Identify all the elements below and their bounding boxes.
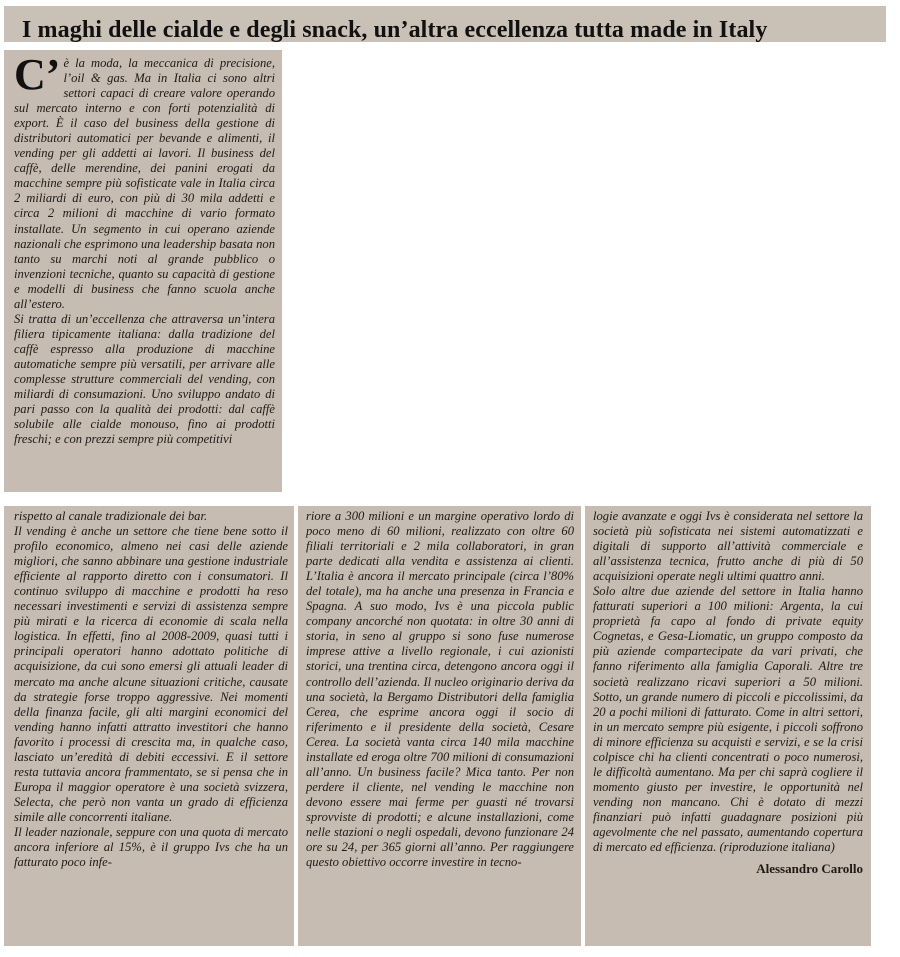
paragraph: Il vending è anche un settore che tiene bene sotto il profilo economico, almeno nei casi delle aziende migliori, che sanno abbinare una gestione industriale efficiente al rapporto diretto con i consumatori. Il continuo sviluppo di macchine e prodotti ha reso necessari investimenti e servizi di assistenza sempre più mirati e la ricerca di economie di scala nella logistica. In effetti, fino al 2008-2009, quasi tutti i principali operatori hanno adottato politiche di acquisizione, da cui sono emersi gli attuali leader di mercato ma anche alcune situazioni critiche, causate da strategie forse troppo aggressive. Nei momenti della finanza facile, gli alti margini economici del vending hanno infatti attratto investitori che hanno favorito i processi di crescita ma, in qualche caso, lasciato un’eredità di debiti eccessivi. E il settore resta tuttavia ancora frammentato, se si pensa che in Europa il maggior operatore è una società svizzera, Selecta, che però non vanta un grado di efficienza simile alle concorrenti italiane. [14,524,288,824]
drop-cap: C’ [14,50,61,99]
article-column-4 [585,506,871,946]
article-title: I maghi delle cialde e degli snack, un’altra eccellenza tutta made in Italy [22,17,768,43]
paragraph: Si tratta di un’eccellenza che attraversa un’intera filiera tipicamente italiana: dalla tradizione del caffè espresso alla produzione di macchine automatiche sempre più versatili, per arrivare alle complesse strutture commerciali del vending, con miliardi di consumazioni. Uno sviluppo andato di pari passo con la qualità dei prodotti: dal caffè solubile alle cialde monouso, fino ai prodotti freschi; e con prezzi sempre più competitivi [14,311,275,447]
paragraph: Solo altre due aziende del settore in Italia hanno fatturati superiori a 100 milioni: Argenta, la cui proprietà fa capo al fondo di private equity Cognetas, e Gesa-Liomatic, un gruppo composto da più aziende compartecipate da vari privati, che fanno riferimento alla famiglia Caporali. Altre tre società realizzano ricavi superiori a 50 milioni. Sotto, un grande numero di piccoli e piccolissimi, da 20 a pochi milioni di fatturato. Come in altri settori, in un mercato sempre più esigente, i piccoli soffrono di minore efficienza su acquisti e servizi, e se la crisi colpisce chi ha clienti concentrati o poco numerosi, le difficoltà aumentano. Ma per chi saprà cogliere il momento giusto per investire, le opportunità nel vending non mancano. Chi è dotato di mezzi finanziari può infatti guadagnare posizioni più agevolmente che nel passato, aumentando copertura di mercato ed efficienza. (riproduzione italiana) [593,584,863,855]
article-column-2 [4,506,294,946]
paragraph: Il leader nazionale, seppure con una quota di mercato ancora inferiore al 15%, è il gruppo Ivs che ha un fatturato poco infe- [14,824,288,870]
author-byline: Alessandro Carollo [756,861,863,877]
paragraph: rispetto al canale tradizionale dei bar. [14,509,208,523]
article-column-1 [4,50,282,492]
paragraph: logie avanzate e oggi Ivs è considerata nel settore la società più sofisticata nei sistemi automatizzati e digitali di supporto all’attività commerciale e all’assistenza tecnica, frutto anche di più di 50 acquisizioni operate negli ultimi quattro anni. [593,509,863,584]
paragraph: riore a 300 milioni e un margine operativo lordo di poco meno di 60 milioni, realizzato con oltre 60 filiali territoriali e 2 mila collaboratori, in gran parte dedicati alla vendita e assistenza ai clienti. L’Italia è ancora il mercato principale (circa l’80% del totale), ma ha anche una presenza in Francia e Spagna. A suo modo, Ivs è una piccola public company ancorché non quotata: in oltre 30 anni di storia, in seno al gruppo si sono fuse numerose imprese attive a livello regionale, i cui azionisti storici, una trentina circa, detengono ancora oggi il controllo dell’azienda. Il nucleo originario deriva da una società, la Bergamo Distributori della famiglia Cerea, che esprime ancora oggi il socio di riferimento e il presidente della società, Cesare Cerea. La società vanta circa 140 mila macchine installate ed eroga oltre 700 milioni di consumazioni all’anno. Un business facile? Mica tanto. Per non perdere il cliente, nel vending le macchine non devono essere mai ferme per guasti né trovarsi sprovviste di prodotti; e alcune installazioni, come nelle stazioni o negli ospedali, devono funzionare 24 ore su 24, per 365 giorni all’anno. Per raggiungere questo obiettivo occorre investire in tecno- [306,509,574,870]
paragraph: è la moda, la meccanica di precisione, l’oil & gas. Ma in Italia ci sono altri settori capaci di creare valore operando sul mercato interno e con forti potenzialità di export. È il caso del business della gestione di distributori automatici per bevande e alimenti, il vending per gli addetti ai lavori. Il business del caffè, delle merendine, dei panini erogati da macchine sempre più sofisticate vale in Italia circa 2 miliardi di euro, con più di 30 mila addetti e circa 2 milioni di macchine di vario formato installate. Un segmento in cui operano aziende nazionali che esprimono una leadership basata non tanto su marchi noti al grande pubblico o invenzioni tecniche, quanto su capacità di gestione e modelli di business che fanno scuola anche all’estero. [14,56,275,311]
article-column-3 [298,506,581,946]
